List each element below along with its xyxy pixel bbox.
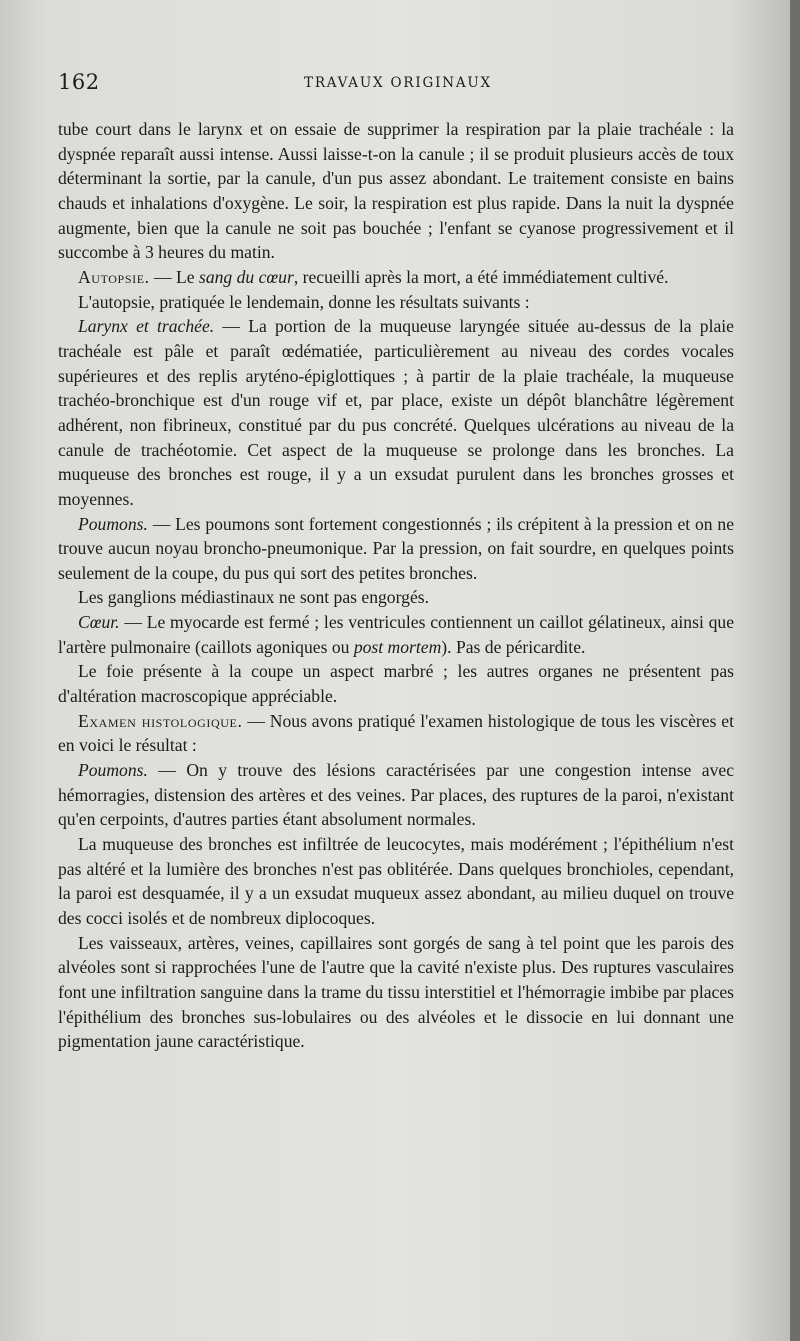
page-number: 162 <box>58 70 100 94</box>
section-lead: Larynx et trachée. <box>78 316 215 337</box>
section-lead: Examen histologique. <box>78 710 243 731</box>
paragraph-3: L'autopsie, pratiquée le lendemain, donne les résultats suivants : <box>78 291 530 312</box>
section-lead: Cœur. <box>78 612 120 633</box>
paragraph-12: Les vaisseaux, artères, veines, capillaires sont gorgés de sang à tel point que les parois des alvéoles sont si rapprochées l'une de l'autre que la cavité n'existe plus. Des ruptures vasculaires font une infiltration sanguine dans la trame du tissu interstitiel et l'hémorragie imbibe par places l'épithélium des bronches sus-lobulaires ou des alvéoles et le dissocie en lui donnant une pigmentation jaune caractéristique. <box>58 932 734 1052</box>
paragraph-6: Les ganglions médiastinaux ne sont pas engorgés. <box>78 587 429 608</box>
paragraph-larynx: Larynx et trachée. — La portion de la muqueuse laryngée située au-dessus de la plaie trachéale est pâle et paraît œdématiée, particulièrement au niveau des cordes vocales supérieures et des replis aryténo-épiglottiques ; à partir de la plaie trachéale, la muqueuse trachéo-bronchique est d'un rouge vif et, par place, existe un dépôt blanchâtre légèrement adhérent, non fibrineux, constitué par du pus concrété. Quelques ulcérations au niveau de la canule de trachéotomie. Cet aspect de la muqueuse se prolonge dans les bronches. La muqueuse des bronches est rouge, il y a un exsudat purulent dans les bronches grosses et moyennes. <box>58 316 734 509</box>
paragraph-autopsie: Autopsie. — Le sang du cœur, recueilli après la mort, a été immédiatement cultivé. <box>78 266 669 287</box>
paragraph-poumons-histo: Poumons. — On y trouve des lésions caractérisées par une congestion intense avec hémorragies, distension des artères et des veines. Par places, des ruptures de la paroi, n'existant qu'en cerpoints, d'autres parties étant absolument normales. <box>58 760 734 830</box>
running-head: TRAVAUX ORIGINAUX <box>304 75 492 91</box>
paragraph-coeur: Cœur. — Le myocarde est fermé ; les ventricules contiennent un caillot gélatineux, ainsi que l'artère pulmonaire (caillots agoniques ou post mortem). Pas de péricardite. <box>58 612 735 657</box>
paragraph-poumons: Poumons. — Les poumons sont fortement congestionnés ; ils crépitent à la pression et on ne trouve aucun noyau broncho-pneumonique. Par la pression, on fait sourdre, en quelques points seulement de la coupe, du pus qui sort des petites bronches. <box>58 513 735 583</box>
page-header <box>58 70 738 100</box>
paragraph-8: Le foie présente à la coupe un aspect marbré ; les autres organes ne présentent pas d'altération macroscopique appréciable. <box>58 661 734 707</box>
paragraph-examen: Examen histologique. — Nous avons pratiqué l'examen histologique de tous les viscères et en voici le résultat : <box>58 710 735 756</box>
page-edge <box>790 0 800 1341</box>
paragraph-11: La muqueuse des bronches est infiltrée de leucocytes, mais modérément ; l'épithélium n'est pas altéré et la lumière des bronches n'est pas oblitérée. Dans quelques bronchioles, cependant, la paroi est desquamée, il y a un exsudat muqueux assez abondant, au milieu duquel on trouve des cocci isolés et de nombreux diplocoques. <box>58 834 734 928</box>
section-lead: Poumons. <box>78 760 148 781</box>
paragraph-1: tube court dans le larynx et on essaie de supprimer la respiration par la plaie trachéale : la dyspnée reparaît aussi intense. Aussi laisse-t-on la canule ; il se produit plusieurs accès de toux déterminant la sortie, par la canule, d'un pus assez abondant. Le traitement consiste en bains chauds et inhalations d'oxygène. Le soir, la respiration est plus rapide. Dans la nuit la dyspnée augmente, bien que la canule ne soit pas bouchée ; l'enfant se cyanose progressivement et il succombe à 3 heures du matin. <box>58 119 734 263</box>
section-lead: Autopsie. <box>78 266 150 287</box>
body-text <box>58 117 734 1054</box>
section-lead: Poumons. <box>78 513 148 534</box>
